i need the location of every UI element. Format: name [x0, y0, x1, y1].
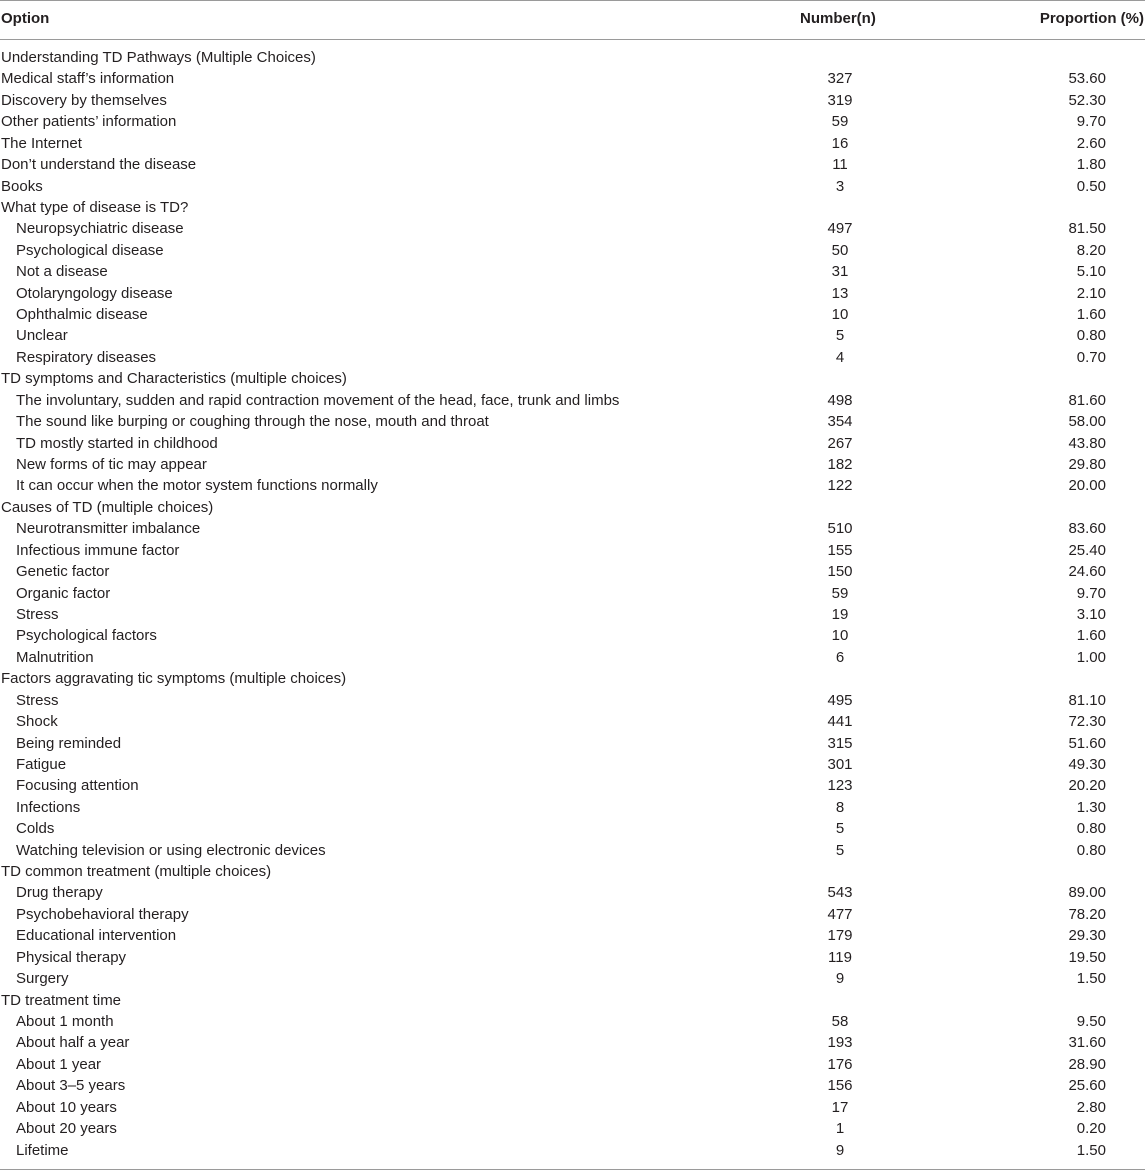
option-label: Colds — [16, 820, 55, 838]
number-cell: 498 — [827, 391, 853, 409]
table-row — [0, 733, 1145, 754]
option-label: Educational intervention — [16, 927, 177, 945]
proportion-cell: 25.40 — [1068, 541, 1106, 559]
option-label: Fatigue — [16, 755, 67, 773]
proportion-cell: 24.60 — [1068, 563, 1106, 581]
proportion-cell: 0.80 — [1076, 327, 1106, 345]
proportion-cell: 0.20 — [1076, 1120, 1106, 1138]
number-cell: 10 — [831, 306, 849, 324]
table-row — [0, 1140, 1145, 1161]
number-cell: 8 — [835, 798, 845, 816]
section-label: Causes of TD (multiple choices) — [1, 498, 214, 516]
proportion-cell: 1.60 — [1076, 627, 1106, 645]
number-cell: 543 — [827, 884, 853, 902]
table-row — [0, 818, 1145, 839]
table-row — [0, 904, 1145, 925]
option-label: The Internet — [1, 134, 82, 152]
table-row — [0, 968, 1145, 989]
table-row — [0, 347, 1145, 368]
number-cell: 5 — [835, 327, 845, 345]
number-cell: 497 — [827, 220, 853, 238]
option-label: Infections — [16, 798, 81, 816]
number-cell: 477 — [827, 905, 853, 923]
section-label: What type of disease is TD? — [1, 198, 189, 216]
proportion-cell: 1.50 — [1076, 1141, 1106, 1159]
header-number: Number(n) — [800, 10, 876, 27]
option-label: New forms of tic may appear — [16, 456, 207, 474]
table-row — [0, 133, 1145, 154]
option-label: Infectious immune factor — [16, 541, 180, 559]
table-row — [0, 518, 1145, 539]
number-cell: 3 — [835, 177, 845, 195]
option-label: Surgery — [16, 970, 69, 988]
option-label: About 3–5 years — [16, 1077, 126, 1095]
table-row — [0, 604, 1145, 625]
option-label: Stress — [16, 605, 59, 623]
section-header-row — [0, 368, 1145, 389]
number-cell: 13 — [831, 284, 849, 302]
number-cell: 327 — [827, 70, 853, 88]
option-label: Being reminded — [16, 734, 122, 752]
proportion-cell: 2.10 — [1076, 284, 1106, 302]
proportion-cell: 28.90 — [1068, 1055, 1106, 1073]
table-row — [0, 68, 1145, 89]
number-cell: 17 — [831, 1098, 849, 1116]
option-label: Malnutrition — [16, 648, 94, 666]
number-cell: 182 — [827, 456, 853, 474]
option-label: Other patients’ information — [1, 113, 177, 131]
option-label: About half a year — [16, 1034, 130, 1052]
table-row — [0, 840, 1145, 861]
section-header-row — [0, 668, 1145, 689]
proportion-cell: 81.50 — [1068, 220, 1106, 238]
proportion-cell: 9.70 — [1076, 113, 1106, 131]
table-bottom-rule — [0, 1169, 1145, 1170]
option-label: Discovery by themselves — [1, 91, 167, 109]
section-header-row — [0, 990, 1145, 1011]
proportion-cell: 0.70 — [1076, 348, 1106, 366]
proportion-cell: 81.60 — [1068, 391, 1106, 409]
option-label: Neuropsychiatric disease — [16, 220, 184, 238]
number-cell: 58 — [831, 1012, 849, 1030]
number-cell: 19 — [831, 605, 849, 623]
proportion-cell: 8.20 — [1076, 241, 1106, 259]
proportion-cell: 1.30 — [1076, 798, 1106, 816]
number-cell: 267 — [827, 434, 853, 452]
table-row — [0, 454, 1145, 475]
table-row — [0, 218, 1145, 239]
proportion-cell: 78.20 — [1068, 905, 1106, 923]
option-label: Shock — [16, 713, 58, 731]
table-row — [0, 1032, 1145, 1053]
number-cell: 9 — [835, 970, 845, 988]
number-cell: 510 — [827, 520, 853, 538]
table-row — [0, 925, 1145, 946]
table-row — [0, 561, 1145, 582]
section-label: Understanding TD Pathways (Multiple Choices) — [1, 49, 316, 66]
option-label: Not a disease — [16, 263, 108, 281]
number-cell: 150 — [827, 563, 853, 581]
option-label: Stress — [16, 691, 59, 709]
table-row — [0, 475, 1145, 496]
table-row — [0, 1075, 1145, 1096]
option-label: Medical staff’s information — [1, 70, 175, 88]
proportion-cell: 43.80 — [1068, 434, 1106, 452]
table-row — [0, 411, 1145, 432]
number-cell: 10 — [831, 627, 849, 645]
number-cell: 315 — [827, 734, 853, 752]
number-cell: 156 — [827, 1077, 853, 1095]
proportion-cell: 52.30 — [1068, 91, 1106, 109]
option-label: Don’t understand the disease — [1, 156, 197, 174]
option-label: Organic factor — [16, 584, 111, 602]
table-row — [0, 1118, 1145, 1139]
option-label: Neurotransmitter imbalance — [16, 520, 201, 538]
number-cell: 301 — [827, 755, 853, 773]
table-row — [0, 1054, 1145, 1075]
number-cell: 441 — [827, 713, 853, 731]
section-header-row — [0, 497, 1145, 518]
table-header-row — [0, 0, 1145, 39]
proportion-cell: 2.60 — [1076, 134, 1106, 152]
proportion-cell: 49.30 — [1068, 755, 1106, 773]
section-label: Factors aggravating tic symptoms (multiple choices) — [1, 670, 347, 688]
proportion-cell: 3.10 — [1076, 605, 1106, 623]
table-row — [0, 690, 1145, 711]
option-label: About 20 years — [16, 1120, 117, 1138]
table-row — [0, 176, 1145, 197]
proportion-cell: 5.10 — [1076, 263, 1106, 281]
option-label: Physical therapy — [16, 948, 127, 966]
proportion-cell: 31.60 — [1068, 1034, 1106, 1052]
option-label: Watching television or using electronic devices — [16, 841, 326, 859]
number-cell: 6 — [835, 648, 845, 666]
proportion-cell: 51.60 — [1068, 734, 1106, 752]
proportion-cell: 29.80 — [1068, 456, 1106, 474]
section-header-row — [0, 861, 1145, 882]
proportion-cell: 25.60 — [1068, 1077, 1106, 1095]
table-row — [0, 1011, 1145, 1032]
table-row — [0, 1097, 1145, 1118]
section-label: TD symptoms and Characteristics (multiple choices) — [1, 370, 347, 388]
number-cell: 59 — [831, 113, 849, 131]
number-cell: 5 — [835, 841, 845, 859]
table-row — [0, 947, 1145, 968]
header-proportion: Proportion (%) — [1039, 10, 1144, 27]
number-cell: 11 — [832, 156, 848, 174]
option-label: About 1 year — [16, 1055, 102, 1073]
proportion-cell: 1.60 — [1076, 306, 1106, 324]
number-cell: 4 — [835, 348, 845, 366]
option-label: Focusing attention — [16, 777, 139, 795]
number-cell: 9 — [835, 1141, 845, 1159]
table-row — [0, 583, 1145, 604]
option-label: Respiratory diseases — [16, 348, 157, 366]
proportion-cell: 20.20 — [1068, 777, 1106, 795]
section-header-row — [0, 47, 1145, 68]
table-row — [0, 154, 1145, 175]
number-cell: 50 — [831, 241, 849, 259]
proportion-cell: 29.30 — [1068, 927, 1106, 945]
proportion-cell: 1.50 — [1076, 970, 1106, 988]
table-row — [0, 390, 1145, 411]
number-cell: 179 — [827, 927, 853, 945]
option-label: About 10 years — [16, 1098, 117, 1116]
table-row — [0, 90, 1145, 111]
header-option: Option — [1, 10, 50, 27]
number-cell: 176 — [827, 1055, 853, 1073]
proportion-cell: 1.00 — [1076, 648, 1106, 666]
number-cell: 122 — [827, 477, 853, 495]
table-row — [0, 283, 1145, 304]
option-label: Drug therapy — [16, 884, 103, 902]
option-label: Books — [1, 177, 43, 195]
proportion-cell: 81.10 — [1068, 691, 1106, 709]
table-row — [0, 775, 1145, 796]
option-label: The sound like burping or coughing through the nose, mouth and throat — [16, 413, 489, 431]
number-cell: 354 — [827, 413, 853, 431]
proportion-cell: 9.70 — [1076, 584, 1106, 602]
table-row — [0, 433, 1145, 454]
proportion-cell: 83.60 — [1068, 520, 1106, 538]
proportion-cell: 9.50 — [1076, 1012, 1106, 1030]
number-cell: 31 — [831, 263, 849, 281]
option-label: Psychobehavioral therapy — [16, 905, 189, 923]
table-row — [0, 647, 1145, 668]
proportion-cell: 53.60 — [1068, 70, 1106, 88]
option-label: Lifetime — [16, 1141, 69, 1159]
number-cell: 123 — [827, 777, 853, 795]
table-row — [0, 325, 1145, 346]
option-label: About 1 month — [16, 1012, 114, 1030]
proportion-cell: 20.00 — [1068, 477, 1106, 495]
option-label: It can occur when the motor system functions normally — [16, 477, 378, 495]
proportion-cell: 19.50 — [1068, 948, 1106, 966]
section-label: TD common treatment (multiple choices) — [1, 863, 272, 881]
proportion-cell: 72.30 — [1068, 713, 1106, 731]
proportion-cell: 2.80 — [1076, 1098, 1106, 1116]
table-row — [0, 754, 1145, 775]
table-row — [0, 304, 1145, 325]
table-body — [0, 47, 1145, 1161]
option-label: Unclear — [16, 327, 68, 345]
option-label: Otolaryngology disease — [16, 284, 173, 302]
number-cell: 5 — [835, 820, 845, 838]
table-row — [0, 625, 1145, 646]
section-label: TD treatment time — [1, 991, 122, 1009]
option-label: Psychological disease — [16, 241, 164, 259]
table-row — [0, 711, 1145, 732]
section-header-row — [0, 197, 1145, 218]
table-row — [0, 240, 1145, 261]
number-cell: 59 — [831, 584, 849, 602]
number-cell: 319 — [827, 91, 853, 109]
number-cell: 119 — [828, 948, 852, 966]
number-cell: 495 — [827, 691, 853, 709]
option-label: TD mostly started in childhood — [16, 434, 218, 452]
proportion-cell: 58.00 — [1068, 413, 1106, 431]
table-row — [0, 111, 1145, 132]
option-label: The involuntary, sudden and rapid contraction movement of the head, face, trunk and limbs — [16, 391, 620, 409]
table-row — [0, 540, 1145, 561]
proportion-cell: 1.80 — [1076, 156, 1106, 174]
proportion-cell: 0.80 — [1076, 820, 1106, 838]
number-cell: 16 — [831, 134, 849, 152]
table-row — [0, 261, 1145, 282]
option-label: Genetic factor — [16, 563, 110, 581]
table-row — [0, 882, 1145, 903]
proportion-cell: 89.00 — [1068, 884, 1106, 902]
proportion-cell: 0.80 — [1076, 841, 1106, 859]
table-row — [0, 797, 1145, 818]
table-header-rule — [0, 39, 1145, 40]
number-cell: 155 — [827, 541, 853, 559]
number-cell: 193 — [827, 1034, 853, 1052]
proportion-cell: 0.50 — [1076, 177, 1106, 195]
option-label: Psychological factors — [16, 627, 157, 645]
option-label: Ophthalmic disease — [16, 306, 148, 324]
number-cell: 1 — [835, 1120, 845, 1138]
